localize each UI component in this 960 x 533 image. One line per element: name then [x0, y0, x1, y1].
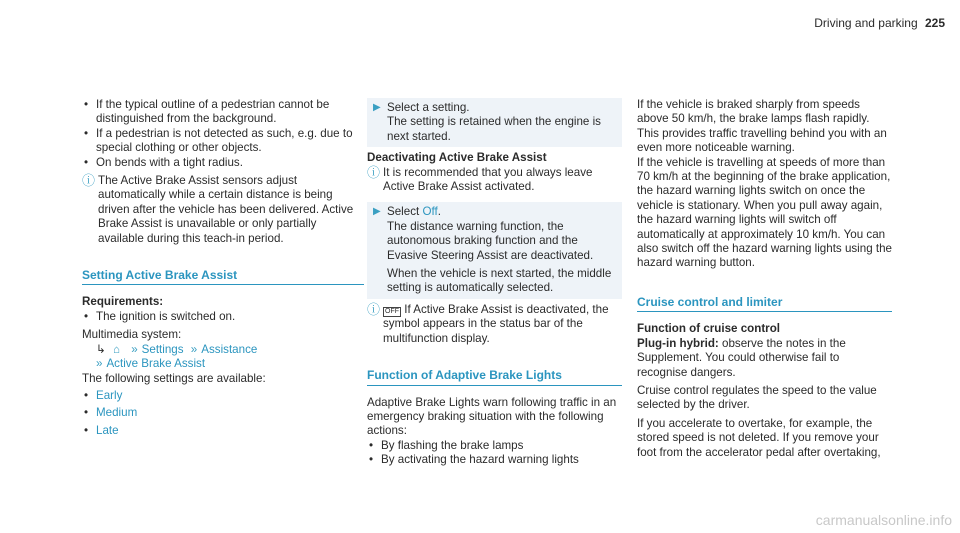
- chevron-icon: »: [96, 357, 103, 371]
- option-item[interactable]: [82, 389, 364, 403]
- paragraph: If the vehicle is braked sharply from speeds above 50 km/h, the brake lamps flash rapidly. This provides traffic travelling behind you with an even more noticeable warning.: [637, 98, 887, 155]
- list-item: • If the typical outline of a pedestrian cannot be distinguished from the background.: [82, 98, 364, 127]
- plug-in-label: Plug-in hybrid:: [637, 336, 719, 350]
- plug-in-text: observe the notes in the Supplement. You could otherwise fail to recognise dangers.: [637, 336, 846, 379]
- abs-off-symbol-icon: OFF: [385, 307, 399, 315]
- nav-path-cont: [82, 357, 364, 371]
- info-icon: ⓘ: [82, 173, 96, 189]
- list-item: • By flashing the brake lamps: [367, 439, 622, 453]
- select-prefix: Select: [387, 205, 420, 219]
- watermark: carmanualsonline.info: [815, 511, 952, 528]
- settings-intro: The following settings are available:: [82, 371, 266, 385]
- chevron-icon: »: [190, 342, 198, 356]
- info-icon: ⓘ: [367, 164, 381, 180]
- step-arrow-icon: ▶: [373, 206, 381, 218]
- option-item[interactable]: [82, 424, 364, 438]
- list-item: • By activating the hazard warning lights: [367, 453, 622, 467]
- option-item[interactable]: [82, 406, 364, 420]
- step-extra: When the vehicle is next started, the middle setting is automatically selected.: [387, 267, 612, 295]
- info-note-text: It is recommended that you always leave Active Brake Assist activated.: [383, 165, 593, 194]
- list-item: • On bends with a tight radius.: [82, 156, 364, 170]
- option-late[interactable]: Late: [96, 423, 119, 437]
- column-1: [82, 98, 364, 438]
- option-early[interactable]: Early: [96, 388, 123, 402]
- step-arrow-icon: ▶: [373, 102, 381, 113]
- nav-assistance-link[interactable]: Assistance: [201, 342, 258, 356]
- plug-in-hybrid-note: [637, 337, 892, 380]
- list-item: • The ignition is switched on.: [82, 310, 364, 324]
- page-header: [814, 16, 945, 30]
- nav-settings-link[interactable]: Settings: [141, 342, 184, 356]
- list-item: • If a pedestrian is not detected as such, e.g. due to special clothing or other objects.: [82, 127, 364, 156]
- section-heading-setting-abs: Setting Active Brake Assist: [82, 268, 364, 285]
- header-title: Driving and parking: [814, 16, 918, 30]
- off-option[interactable]: Off: [422, 205, 438, 219]
- paragraph: If the vehicle is travelling at speeds of more than 70 km/h at the beginning of the brake application, the hazard warning lights switch on once the vehicle is stationary. When you pull away again, the hazard warning lights will switch off automatically at approximately 10 km/h. You can also switch off the hazard warning lights using the hazard warning button.: [637, 155, 892, 270]
- paragraph: If you accelerate to overtake, for example, the stored speed is not deleted. If you remove your foot from the accelerator pedal after overtaking,: [637, 416, 881, 459]
- paragraph: Cruise control regulates the speed to the value selected by the driver.: [637, 383, 877, 412]
- multimedia-label: Multimedia system:: [82, 328, 182, 342]
- info-note: [367, 166, 622, 195]
- info-note: [82, 174, 364, 246]
- step-text: Select Off.: [387, 205, 441, 219]
- section-heading-adaptive-brake-lights: Function of Adaptive Brake Lights: [367, 368, 622, 385]
- nav-path: [82, 343, 364, 357]
- step-detail: The distance warning function, the autonomous braking function and the Evasive Steering Assist are deactivated.: [387, 219, 594, 262]
- nav-abs-link[interactable]: Active Brake Assist: [106, 357, 206, 371]
- info-note-text: The Active Brake Assist sensors adjust automatically while a certain distance is being driven after the vehicle has been delivered. Active Brake Assist is unavailable or only partially available during this teach-in period.: [98, 174, 354, 245]
- info-note-text: If Active Brake Assist is deactivated, the symbol appears in the status bar of the multifunction display.: [383, 302, 609, 345]
- home-icon[interactable]: ⌂: [112, 342, 120, 356]
- option-medium[interactable]: Medium: [96, 406, 138, 420]
- info-icon: ⓘ: [367, 301, 381, 317]
- deactivating-heading: Deactivating Active Brake Assist: [367, 151, 547, 165]
- requirements-label: Requirements:: [82, 295, 164, 309]
- step-select-off: [367, 202, 622, 298]
- step-text: Select a setting.: [387, 101, 470, 114]
- column-3: [637, 98, 892, 460]
- info-note: [367, 303, 622, 346]
- arrow-icon: ↳: [96, 342, 106, 356]
- section-heading-cruise-control: Cruise control and limiter: [637, 295, 892, 312]
- function-heading: Function of cruise control: [637, 322, 780, 336]
- page-number: 225: [924, 16, 945, 30]
- chevron-icon: »: [131, 342, 138, 356]
- intro-text: Adaptive Brake Lights warn following traffic in an emergency braking situation with the following actions:: [367, 395, 617, 438]
- column-2: [367, 98, 622, 468]
- step-detail: The setting is retained when the engine is next started.: [387, 115, 601, 143]
- step-select-setting: [367, 98, 622, 147]
